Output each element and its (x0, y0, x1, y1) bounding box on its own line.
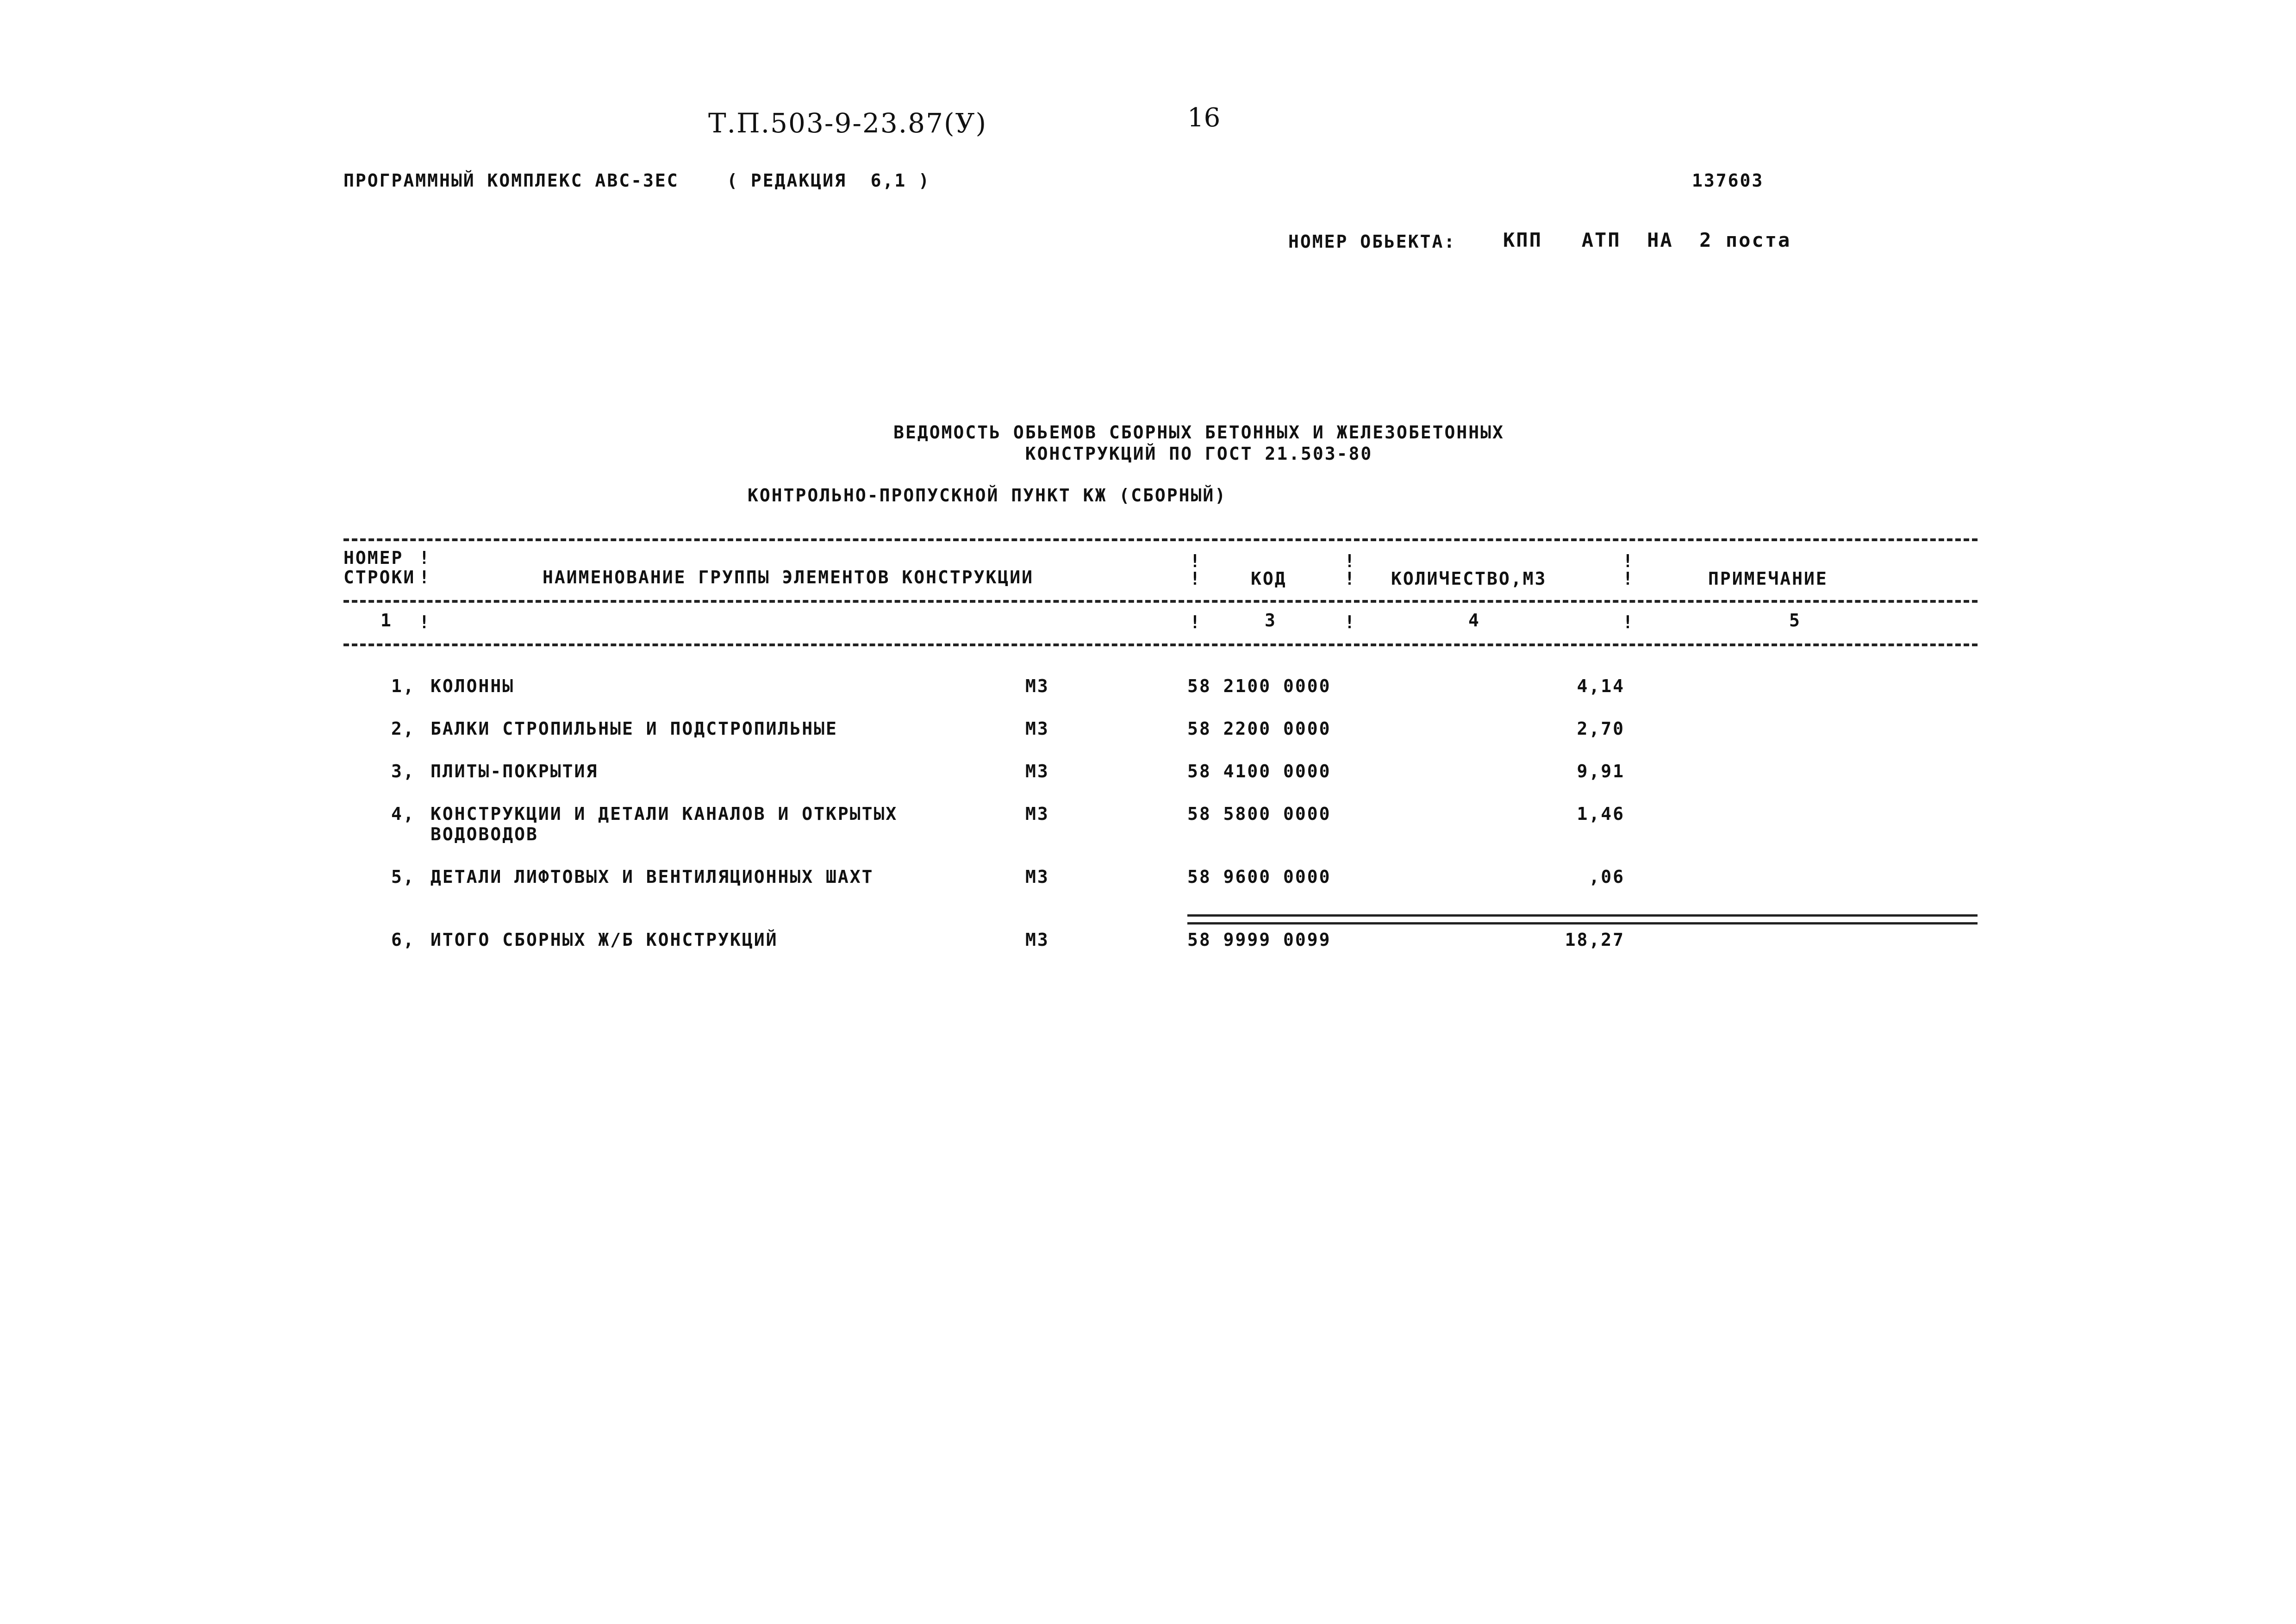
header-sep: ! (419, 567, 431, 587)
total-name: ИТОГО СБОРНЫХ Ж/Б КОНСТРУКЦИЙ (430, 930, 778, 950)
program-line: ПРОГРАММНЫЙ КОМПЛЕКС АВС-3ЕС ( РЕДАКЦИЯ 6,1 ) (343, 170, 931, 191)
row-unit: М3 (1025, 867, 1049, 887)
row-code: 58 9600 0000 (1187, 867, 1331, 887)
header-num-5: 5 (1789, 610, 1801, 631)
total-number: 6, (391, 930, 415, 950)
row-number: 5, (391, 867, 415, 887)
row-unit: М3 (1025, 718, 1049, 739)
row-code: 58 4100 0000 (1187, 761, 1331, 781)
row-code: 58 5800 0000 (1187, 804, 1331, 824)
total-quantity: 18,27 (1565, 930, 1625, 950)
row-name: КОЛОННЫ (430, 676, 515, 696)
total-double-rule (1187, 914, 1978, 924)
header-sep: ! (1190, 551, 1202, 571)
header-sep: ! (1622, 551, 1635, 571)
object-label: НОМЕР ОБЬЕКТА: (1288, 231, 1456, 252)
header-sep: ! (1344, 612, 1356, 632)
row-code: 58 2200 0000 (1187, 718, 1331, 739)
header-sep: ! (419, 548, 431, 568)
header-sep: ! (419, 612, 431, 632)
row-code: 58 2100 0000 (1187, 676, 1331, 696)
header-note: ПРИМЕЧАНИЕ (1708, 568, 1828, 589)
header-code: КОД (1251, 568, 1287, 589)
table-top-rule (343, 538, 1978, 541)
row-quantity: 9,91 (1577, 761, 1625, 781)
row-number: 4, (391, 804, 415, 824)
row-unit: М3 (1025, 804, 1049, 824)
header-num-3: 3 (1265, 610, 1277, 631)
row-quantity: 1,46 (1577, 804, 1625, 824)
row-name-continued: ВОДОВОДОВ (430, 824, 538, 844)
row-unit: М3 (1025, 761, 1049, 781)
header-num-4: 4 (1468, 610, 1480, 631)
header-name: НАИМЕНОВАНИЕ ГРУППЫ ЭЛЕМЕНТОВ КОНСТРУКЦИИ (543, 567, 1034, 587)
title-line-2: КОНСТРУКЦИЙ ПО ГОСТ 21.503-80 (1025, 443, 1373, 464)
header-row-number-2: СТРОКИ (343, 567, 416, 587)
section-title: КОНТРОЛЬНО-ПРОПУСКНОЙ ПУНКТ КЖ (СБОРНЫЙ) (748, 485, 1227, 506)
row-name: ДЕТАЛИ ЛИФТОВЫХ И ВЕНТИЛЯЦИОННЫХ ШАХТ (430, 867, 874, 887)
document-code: Т.П.503-9-23.87(У) (708, 107, 987, 139)
total-code: 58 9999 0099 (1187, 930, 1331, 950)
row-name: БАЛКИ СТРОПИЛЬНЫЕ И ПОДСТРОПИЛЬНЫЕ (430, 718, 838, 739)
row-quantity: 2,70 (1577, 718, 1625, 739)
header-mid-rule (343, 600, 1978, 603)
header-sep: ! (1344, 568, 1356, 589)
row-number: 2, (391, 718, 415, 739)
header-sep: ! (1190, 612, 1202, 632)
header-row-number-1: НОМЕР (343, 548, 404, 568)
object-value: КПП АТП НА 2 поста (1503, 229, 1791, 251)
row-name: КОНСТРУКЦИИ И ДЕТАЛИ КАНАЛОВ И ОТКРЫТЫХ (430, 804, 898, 824)
row-quantity: 4,14 (1577, 676, 1625, 696)
row-name: ПЛИТЫ-ПОКРЫТИЯ (430, 761, 599, 781)
header-sep: ! (1190, 568, 1202, 589)
row-number: 3, (391, 761, 415, 781)
row-unit: М3 (1025, 676, 1049, 696)
page-number: 16 (1187, 103, 1221, 133)
document-id: 137603 (1692, 170, 1764, 191)
header-num-1: 1 (381, 610, 393, 631)
header-sep: ! (1344, 551, 1356, 571)
row-quantity: ,06 (1589, 867, 1625, 887)
title-line-1: ВЕДОМОСТЬ ОБЬЕМОВ СБОРНЫХ БЕТОННЫХ И ЖЕЛЕЗОБЕТОННЫХ (893, 422, 1504, 443)
row-number: 1, (391, 676, 415, 696)
header-quantity: КОЛИЧЕСТВО,М3 (1391, 568, 1547, 589)
header-sep: ! (1622, 568, 1635, 589)
header-bottom-rule (343, 643, 1978, 646)
total-unit: М3 (1025, 930, 1049, 950)
header-sep: ! (1622, 612, 1635, 632)
